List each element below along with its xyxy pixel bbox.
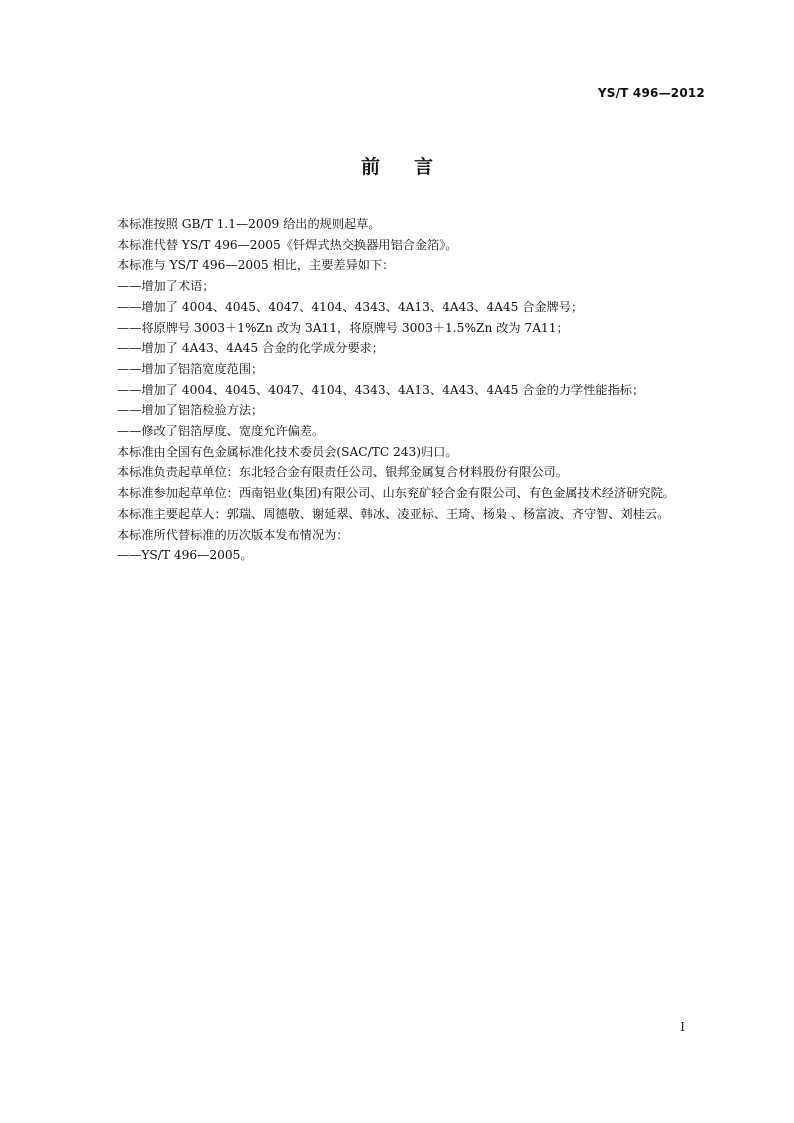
list-item-previous-version: ——YS/T 496—2005。	[117, 548, 253, 563]
page-title: 前言	[360, 156, 467, 178]
list-item-alloy-grades: ——增加了 4004、4045、4047、4104、4343、4A13、4A43、4A45 合金牌号；	[117, 299, 584, 314]
paragraph-version-history-intro: 本标准所代替标准的历次版本发布情况为：	[117, 527, 349, 542]
list-item-chemical-composition: ——增加了 4A43、4A45 合金的化学成分要求；	[117, 341, 384, 356]
page-number: I	[680, 1020, 685, 1034]
list-item-tolerances: ——修改了铝箔厚度、宽度允许偏差。	[117, 424, 325, 439]
paragraph-drafting-rules: 本标准按照 GB/T 1.1—2009 给出的规则起草。	[117, 217, 381, 231]
paragraph-committee: 本标准由全国有色金属标准化技术委员会(SAC/TC 243)归口。	[117, 444, 458, 459]
list-item-width-range: ——增加了铝箔宽度范围；	[117, 361, 264, 376]
foreword-body	[89, 214, 707, 566]
paragraph-main-drafters: 本标准主要起草人：郭瑞、周德敬、谢延翠、韩冰、凌亚标、王琦、杨枭 、杨富波、齐守智、刘桂云。	[117, 506, 670, 521]
list-item-test-methods: ——增加了铝箔检验方法；	[117, 403, 264, 418]
list-item-grade-renaming: ——将原牌号 3003＋1%Zn 改为 3A11，将原牌号 3003＋1.5%Zn 改为 7A11；	[117, 320, 569, 335]
paragraph-participating-drafters: 本标准参加起草单位：西南铝业(集团)有限公司、山东兖矿轻合金有限公司、有色金属技术经济研究院。	[117, 486, 675, 501]
paragraph-responsible-drafters: 本标准负责起草单位：东北轻合金有限责任公司、银邦金属复合材料股份有限公司。	[117, 465, 568, 480]
list-item-mechanical-properties: ——增加了 4004、4045、4047、4104、4343、4A13、4A43、4A45 合金的力学性能指标；	[117, 382, 645, 397]
paragraph-differences-intro: 本标准与 YS/T 496—2005 相比，主要差异如下：	[117, 258, 395, 273]
paragraph-replaces: 本标准代替 YS/T 496—2005《钎焊式热交换器用铝合金箔》。	[117, 237, 458, 252]
standard-number: YS/T 496—2012	[597, 86, 705, 100]
list-item-terms: ——增加了术语；	[117, 279, 215, 294]
